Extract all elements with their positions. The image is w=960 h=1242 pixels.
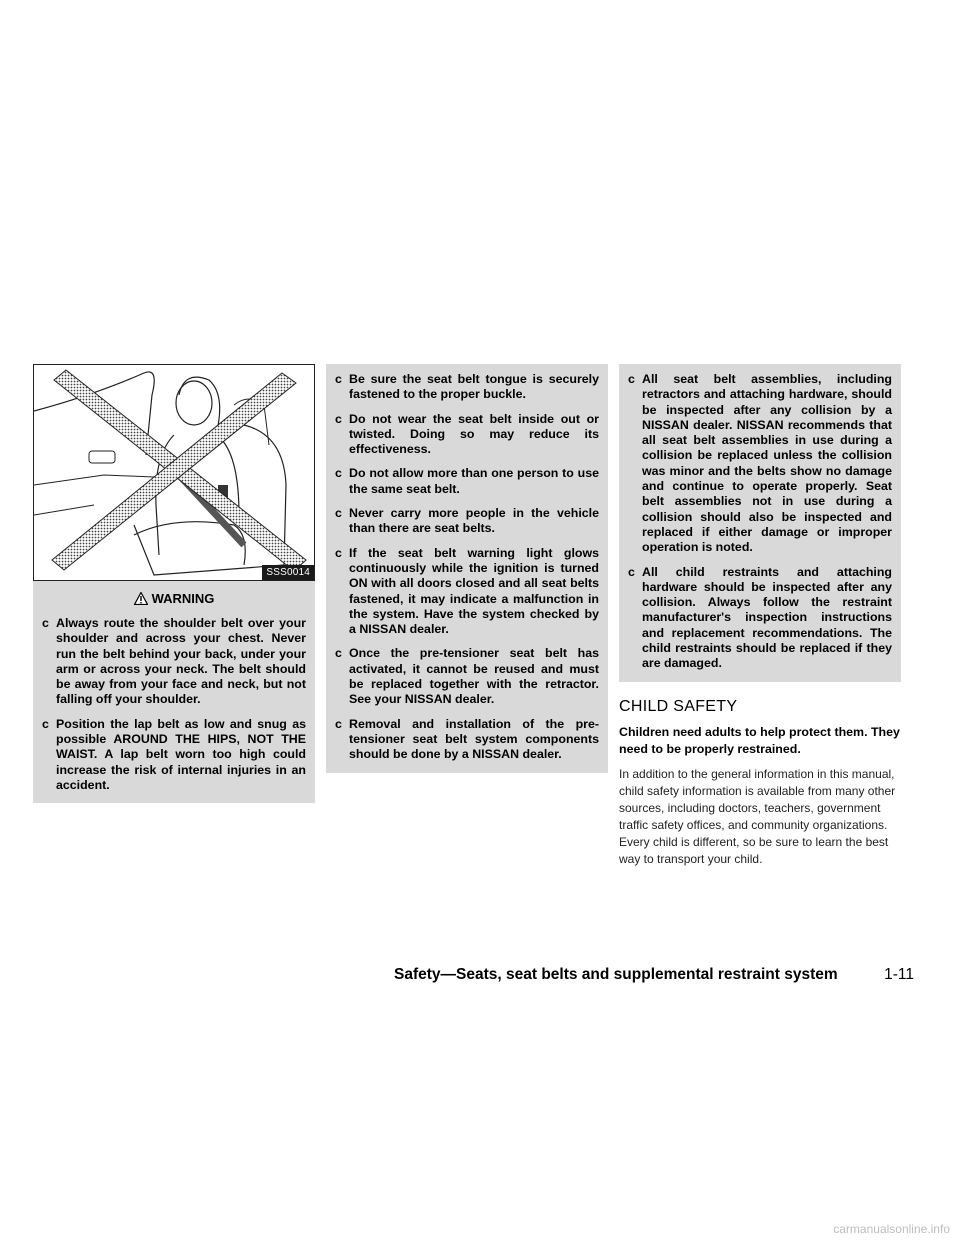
list-item: c If the seat belt warning light glows continuously while the ignition is turned ON with all doors closed and all seat belts fastened, it may indicate a malfunction in the system. Have the system checked by a NISSAN dealer. — [335, 545, 599, 637]
bullet-marker: c — [335, 506, 342, 521]
list-item: c All seat belt assemblies, including retractors and attaching hardware, should be inspected after any collision by a NISSAN dealer. NISSAN recommends that all seat belt assemblies in use during a collision be replaced unless the collision was minor and the belts show no damage and continue to operate properly. Seat belt assemblies not in use during a collision should also be inspected and replaced if either damage or improper operation is noted. — [628, 372, 892, 555]
bullet-marker: c — [335, 646, 342, 661]
figure-code: SSS0014 — [262, 565, 314, 580]
page-footer — [394, 966, 914, 984]
warning-triangle-icon — [134, 592, 148, 605]
list-item: c Always route the shoulder belt over your shoulder and across your chest. Never run the belt behind your back, under your arm or across your neck. The belt should be away from your face and neck, but not falling off your shoulder. — [42, 616, 306, 707]
column-3 — [619, 364, 901, 868]
list-item: c Never carry more people in the vehicle than there are seat belts. — [335, 506, 599, 536]
footer-section-title: Safety—Seats, seat belts and supplemental restraint system — [394, 966, 838, 983]
section-body: In addition to the general information in this manual, child safety information is available from many other sources, including doctors, teachers, government traffic safety offices, and community organizations. Every child is different, so be sure to learn the best way to transport your child. — [619, 766, 896, 866]
bullet-marker: c — [628, 564, 635, 579]
list-item: c Once the pre-tensioner seat belt has activated, it cannot be reused and must be replaced together with the retractor. See your NISSAN dealer. — [335, 646, 599, 707]
section-lead: Children need adults to help protect them. They need to be properly restrained. — [619, 724, 900, 756]
warning-box-continued — [326, 364, 608, 773]
section-title: CHILD SAFETY — [619, 697, 738, 715]
column-1 — [33, 364, 315, 803]
incorrect-belt-illustration — [34, 365, 315, 581]
bullet-marker: c — [335, 466, 342, 481]
warning-list-2 — [335, 372, 599, 763]
bullet-marker: c — [335, 372, 342, 386]
list-item: c Removal and installation of the pre-tensioner seat belt system components should be done by a NISSAN dealer. — [335, 716, 599, 762]
warning-heading — [42, 591, 306, 606]
bullet-marker: c — [335, 411, 342, 426]
warning-list-1 — [42, 616, 306, 793]
list-item: c All child restraints and attaching hardware should be inspected after any collision. Always follow the restraint manufacturer's inspection instructions and replacement recommendations. The child restraints should be replaced if they are damaged. — [628, 564, 892, 671]
bullet-marker: c — [335, 545, 342, 560]
bullet-marker: c — [42, 716, 49, 731]
list-item: c Position the lap belt as low and snug as possible AROUND THE HIPS, NOT THE WAIST. A lap belt worn too high could increase the risk of internal injuries in an accident. — [42, 716, 306, 792]
bullet-marker: c — [335, 716, 342, 731]
warning-heading-text: WARNING — [151, 591, 215, 606]
list-item: c Be sure the seat belt tongue is securely fastened to the proper buckle. — [335, 372, 599, 402]
warning-box-continued-2 — [619, 364, 901, 682]
column-2 — [326, 364, 608, 773]
seat-belt-illustration — [33, 364, 315, 581]
list-item: c Do not allow more than one person to use the same seat belt. — [335, 466, 599, 496]
warning-box — [33, 581, 315, 803]
watermark: carmanualsonline.info — [833, 1222, 950, 1236]
page-number: 1-11 — [884, 966, 914, 983]
bullet-marker: c — [42, 616, 49, 630]
warning-list-3 — [628, 372, 892, 672]
list-item: c Do not wear the seat belt inside out or twisted. Doing so may reduce its effectiveness. — [335, 411, 599, 457]
bullet-marker: c — [628, 372, 635, 386]
